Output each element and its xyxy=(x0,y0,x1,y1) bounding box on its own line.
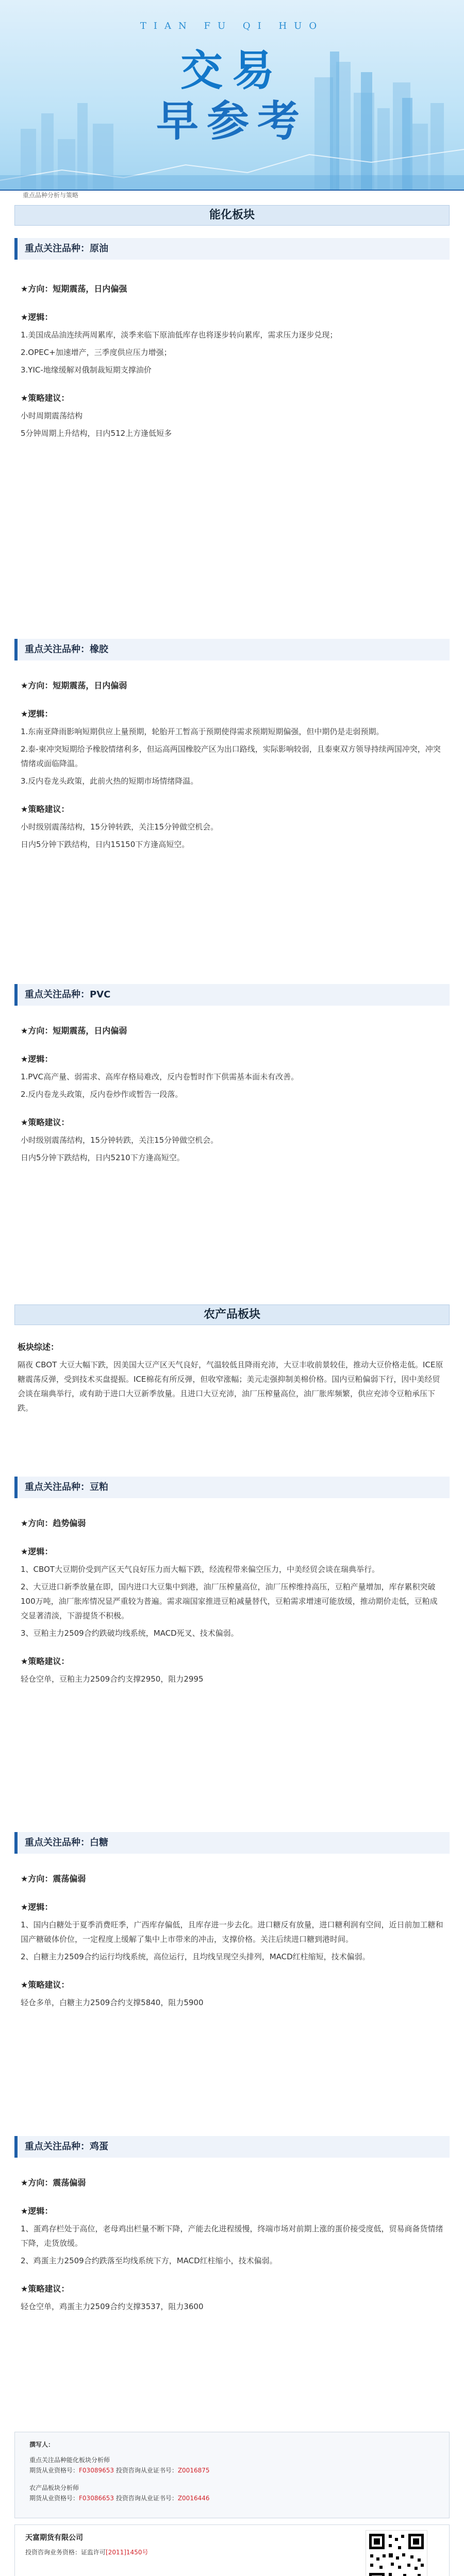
company-license-id: [2011]1450号 xyxy=(106,2549,148,2556)
soymeal-logic-1: 1、CBOT大豆期价受到产区天气良好压力而大幅下跌，经流程带来偏空压力，中美经贸会谈在瑞典举行。 xyxy=(21,1565,380,1574)
company-info xyxy=(25,2532,335,2576)
header-tagline: 重点品种分析与策略 xyxy=(23,192,79,199)
soymeal-strategy-label: ★策略建议： xyxy=(21,1656,70,1666)
eggs-title: 重点关注品种：鸡蛋 xyxy=(14,2136,450,2158)
soymeal-direction: ★方向：趋势偏弱 xyxy=(21,1518,86,1528)
soymeal-title: 重点关注品种：豆粕 xyxy=(14,1477,450,1498)
header-pinyin: TIAN FU QI HUO xyxy=(140,21,324,31)
eggs-logic-1: 1、蛋鸡存栏处于高位，老母鸡出栏量不断下降，产能去化进程缓慢，终端市场对前期上涨的蛋价接受度低，贸易商备货情绪下降，走货放缓。 xyxy=(21,2224,443,2248)
agri-overview-text: 隔夜 CBOT 大豆大幅下跌，因美国大豆产区天气良好，气温较低且降雨充沛，大豆丰收前景较佳，推动大豆价格走低。ICE原糖震荡反弹，受到技术买盘提振。ICE棉花有所反弹，但收窄涨幅；美元走强抑制美棉价格。国内豆粕偏弱下行，因中美经贸会谈在瑞典举行，或有助于进口大豆新季放量。且进口大豆充沛，油厂压榨量高位，油厂胀库频繁，供应充沛令豆粕承压下跌。 xyxy=(18,1360,443,1413)
rubber-direction: ★方向：短期震荡，日内偏弱 xyxy=(21,681,127,690)
author1-cert-label: 投资咨询从业证书号： xyxy=(114,2467,178,2474)
sugar-logic-1: 1、国内白糖处于夏季消费旺季，广西库存偏低，且库存进一步去化。进口糖反有放量，进口糖利润有空间，近日前加工糖和国产糖破体价位，一定程度上缓解了集中上市带来的冲击，支撑价格。关注后续进口糖到港时间。 xyxy=(21,1920,443,1944)
pvc-strategy-1: 小时级别震荡结构，15分钟转跌，关注15分钟做空机会。 xyxy=(21,1136,219,1145)
company-license xyxy=(25,2548,335,2556)
sugar-section xyxy=(14,1832,450,2013)
company-name: 天富期货有限公司 xyxy=(25,2534,83,2542)
author2-cert-id: Z0016446 xyxy=(177,2495,210,2502)
authors-title: 撰写人： xyxy=(29,2441,55,2448)
author2-license-label: 期货从业资格号： xyxy=(29,2495,79,2502)
crude-logic-2: 2.OPEC+加速增产，三季度供应压力增强； xyxy=(21,348,172,357)
crude-direction: ★方向：短期震荡，日内偏强 xyxy=(21,284,127,294)
pvc-strategy-label: ★策略建议： xyxy=(21,1117,70,1127)
sugar-title: 重点关注品种：白糖 xyxy=(14,1832,450,1854)
author2-cert-label: 投资咨询从业证书号： xyxy=(114,2495,178,2502)
company-box xyxy=(14,2524,450,2576)
company-license-label: 投资咨询业务资格：证监许可 xyxy=(25,2549,106,2556)
authors-box xyxy=(14,2432,450,2518)
agri-overview xyxy=(14,1338,450,1418)
qr-code[interactable] xyxy=(366,2530,427,2576)
crude-logic-1: 1.美国成品油连续两周累库，淡季来临下原油低库存也将逐步转向累库，需求压力逐步兑现； xyxy=(21,330,338,340)
soymeal-logic-3: 3、豆粕主力2509合约跌破均线系统，MACD死叉、技术偏弱。 xyxy=(21,1629,239,1638)
pvc-title: 重点关注品种：PVC xyxy=(14,984,450,1006)
rubber-logic-3: 3.反内卷龙头政策，此前火热的短期市场情绪降温。 xyxy=(21,776,198,786)
crude-strategy-1: 小时周期震荡结构 xyxy=(21,411,83,420)
header-title-line2: 早参考 xyxy=(156,97,308,146)
soymeal-logic-2: 2、大豆进口新季放量在即，国内进口大豆集中到港，油厂压榨量高位，油厂压榨维持高压，豆粕产量增加，库存累积突破100万吨，油厂胀库情况显严重较为普遍。需求端国家推进豆粕减量替代，豆粕需求增速可能放缓，推动期价走低，豆粕成交显著清淡，下游提货不积极。 xyxy=(21,1582,438,1620)
crude-section xyxy=(14,238,450,444)
crude-strategy-2: 5分钟周期上升结构，日内512上方逢低短多 xyxy=(21,429,172,438)
rubber-strategy-label: ★策略建议： xyxy=(21,804,70,814)
author2-license-id: F03086653 xyxy=(79,2495,114,2502)
author1-name: 重点关注品种能化板块分析师 xyxy=(29,2456,110,2464)
rubber-section xyxy=(14,639,450,855)
pvc-logic-label: ★逻辑： xyxy=(21,1054,53,1064)
author1-cert-id: Z0016875 xyxy=(177,2467,210,2474)
pvc-strategy-2: 日内5分钟下跌结构，日内5210下方逢高短空。 xyxy=(21,1153,185,1162)
soymeal-logic-label: ★逻辑： xyxy=(21,1547,53,1556)
pvc-section xyxy=(14,984,450,1168)
sugar-strategy-label: ★策略建议： xyxy=(21,1980,70,1990)
eggs-logic-label: ★逻辑： xyxy=(21,2206,53,2216)
pvc-logic-1: 1.PVC高产量、弱需求、高库存格局难改，反内卷暂时作下供需基本面未有改善。 xyxy=(21,1072,299,1081)
sugar-logic-2: 2、白糖主力2509合约运行均线系统，高位运行，且均线呈现空头排列，MACD红柱缩短，技术偏弱。 xyxy=(21,1952,370,1961)
author1-credentials xyxy=(15,2465,449,2476)
soymeal-strategy-1: 轻仓空单，豆粕主力2509合约支撑2950，阻力2995 xyxy=(21,1674,204,1684)
crude-logic-label: ★逻辑： xyxy=(21,312,53,322)
rubber-title: 重点关注品种：橡胶 xyxy=(14,639,450,660)
eggs-strategy-label: ★策略建议： xyxy=(21,2284,70,2294)
eggs-logic-2: 2、鸡蛋主力2509合约跌落至均线系统下方，MACD红柱缩小，技术偏弱。 xyxy=(21,2256,277,2265)
header-banner xyxy=(0,0,464,201)
pvc-direction: ★方向：短期震荡，日内偏弱 xyxy=(21,1026,127,1036)
rubber-logic-2: 2.泰-柬冲突短期给予橡胶情绪利多，但运高两国橡胶产区为出口路线，实际影响较弱，且泰柬双方领导持续两国冲突，冲突情绪或面临降温。 xyxy=(21,744,441,768)
qr-code-icon xyxy=(366,2531,427,2576)
rubber-strategy-2: 日内5分钟下跌结构，日内15150下方逢高短空。 xyxy=(21,840,190,849)
rubber-logic-label: ★逻辑： xyxy=(21,709,53,719)
rubber-logic-1: 1.东南亚降雨影响短期供应上量预期，轮胎开工暂高于预期使得需求预期短期偏强，但中期仍是走弱预期。 xyxy=(21,727,384,736)
energy-section-banner: 能化板块 xyxy=(14,205,450,226)
author2-name: 农产品板块分析师 xyxy=(29,2484,79,2492)
agri-section-banner: 农产品板块 xyxy=(14,1304,450,1325)
eggs-strategy-1: 轻仓空单，鸡蛋主力2509合约支撑3537，阻力3600 xyxy=(21,2302,204,2311)
author2-credentials xyxy=(15,2493,449,2503)
crude-title: 重点关注品种：原油 xyxy=(14,238,450,260)
sugar-logic-label: ★逻辑： xyxy=(21,1902,53,1912)
sugar-direction: ★方向：震荡偏弱 xyxy=(21,1874,86,1884)
eggs-section xyxy=(14,2136,450,2317)
eggs-direction: ★方向：震荡偏弱 xyxy=(21,2178,86,2188)
pvc-logic-2: 2.反内卷龙头政策，反内卷炒作或暂告一段落。 xyxy=(21,1090,183,1099)
sugar-strategy-1: 轻仓多单，白糖主力2509合约支撑5840，阻力5900 xyxy=(21,1998,204,2007)
author1-license-id: F03089653 xyxy=(79,2467,114,2474)
agri-overview-title: 板块综述： xyxy=(18,1342,59,1352)
rubber-strategy-1: 小时级别震荡结构，15分钟转跌，关注15分钟做空机会。 xyxy=(21,822,219,832)
soymeal-section xyxy=(14,1477,450,1689)
crude-strategy-label: ★策略建议： xyxy=(21,393,70,403)
author1-license-label: 期货从业资格号： xyxy=(29,2467,79,2474)
crude-logic-3: 3.YIC-地缘缓解对俄制裁短期支撑油价 xyxy=(21,365,152,375)
header-title-line1: 交易 xyxy=(180,46,284,95)
